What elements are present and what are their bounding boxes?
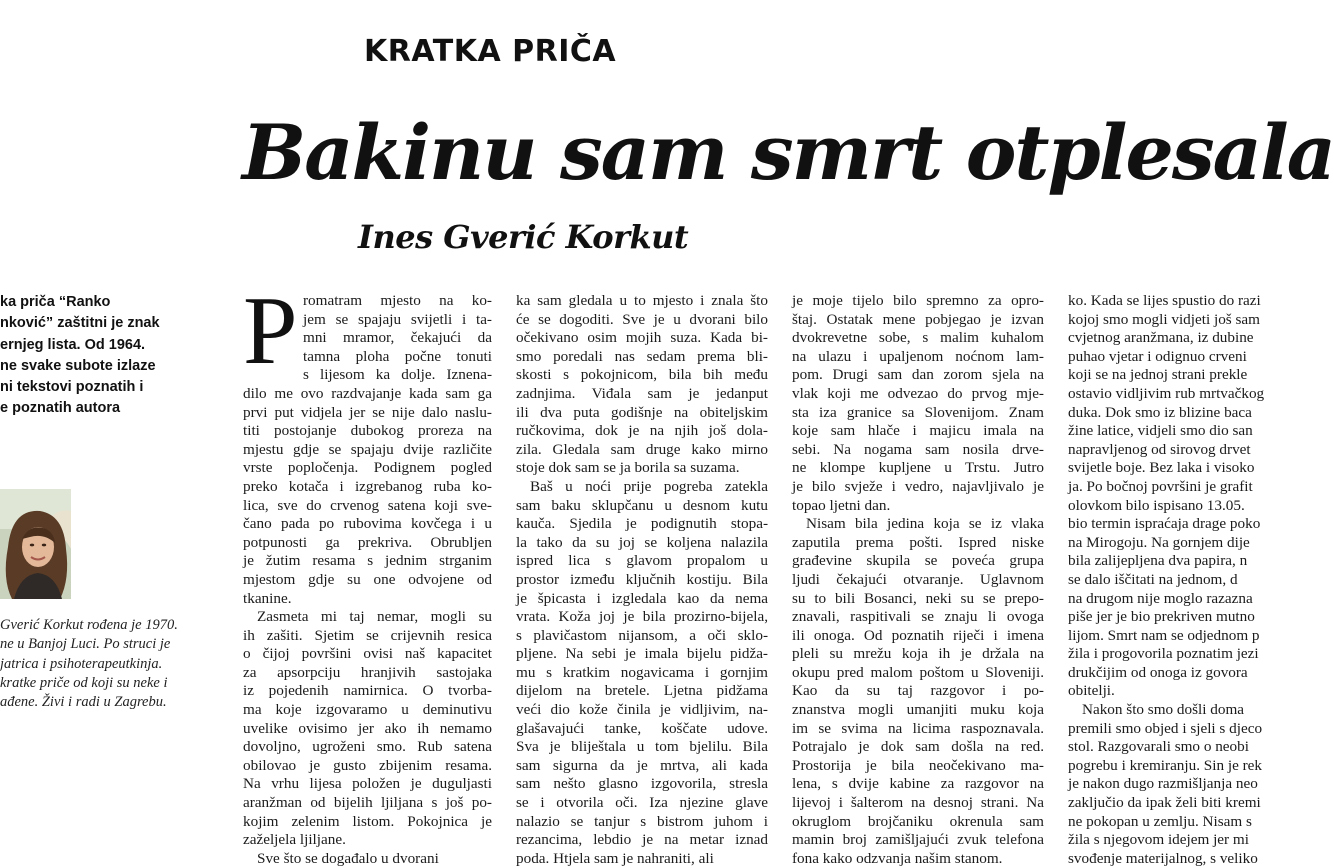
article-text-line: premili smo objed i sjeli s djeco [1068,719,1263,737]
article-text-line: kauča. Sjedila je podignutih stopa- [516,515,768,533]
section-label: KRATKA PRIČA [364,34,617,69]
article-text-line: Nisam bila jedina koja se iz vlaka [806,515,1044,533]
article-text-line: svođenje materijalnog, s veliko [1068,849,1258,867]
article-text-line: mni mramor, čekajući da [303,329,492,347]
article-text-line: će se dogoditi. Sve je u dvorani bilo [516,310,768,328]
sidebar-intro-line: ka priča “Ranko [0,294,111,310]
article-text-line: rezancima, lebdio je na metar iznad [516,831,768,849]
article-text-line: ili onoga. Od poznatih riječi i imena [792,626,1044,644]
article-text-line: dilo me ovo razdvajanje kada sam ga [243,384,492,402]
article-text-line: prvi put vidjela jer se nije dalo naslu- [243,403,492,421]
article-text-line: dvokrevetne sobe, s malim kuhalom [792,329,1044,347]
sidebar-bio-line: Gverić Korkut rođena je 1970. [0,617,178,633]
article-text-line: Potrajalo je dok sam došla na red. [792,738,1044,756]
sidebar-intro-line: nković” zaštitni je znak [0,315,160,332]
article-text-line: sta iza granice sa Slovenijom. Znam [792,403,1044,421]
article-text-line: znavali, raspitivali se znaju li ovoga [792,608,1044,626]
article-text-line: Zasmeta mi taj nemar, mogli su [257,608,492,626]
article-text-line: je špicasta i izgledala kao da nema [516,589,768,607]
article-text-line: su to bili Bosanci, neki su se prepo- [792,589,1044,607]
article-text-line: zaključio da ipak želi biti kremi [1068,794,1261,812]
article-text-line: lijom. Smrt nam se odjednom p [1068,626,1260,644]
article-text-line: ja. Po bočnoj površini je grafit [1068,477,1253,495]
author-portrait-icon [0,489,71,599]
article-text-line: je nakon dugo razmišljanja neo [1068,775,1258,793]
article-text-line: iz pojedenih namirnica. O tvorba- [243,682,492,700]
article-text-line: puhao vjetar i odignuo crveni [1068,347,1247,365]
article-text-line: dovoljno, ugroženi smo. Rub satena [243,738,492,756]
article-text-line: se dalo iščitati na jednom, d [1068,570,1238,588]
article-text-line: topao ljetni dan. [792,496,891,514]
article-text-line: ih zašiti. Sjetim se crijevnih resica [243,626,492,644]
article-text-line: ljudi čekajući otvaranje. Uglavnom [792,570,1044,588]
article-text-line: drukčijim od onoga iz govora [1068,663,1248,681]
article-column-1 [243,292,492,867]
article-text-line: štaj. Ostatak mene pobjegao je izvan [792,310,1044,328]
article-text-line: okruglom brojčaniku okrenula sam [792,812,1044,830]
article-text-line: ne klompe kupljene u Trstu. Jutro [792,459,1044,477]
article-text-line: im se svima na licima raspoznavala. [792,719,1044,737]
article-text-line: znanstva mogli umanjiti muku koja [792,701,1044,719]
article-text-line: žila s njegovom idejem jer mi [1068,831,1249,849]
article-text-line: mu s kratkim nogavicama i gornjim [516,663,768,681]
article-text-line: potpunosti ga prekriva. Obrubljen [243,533,492,551]
article-text-line: s lijesom ka dolje. Iznena- [303,366,492,384]
article-text-line: zaželjela ljiljane. [243,831,346,849]
article-text-line: mjestom gdje su one odvojene od [243,570,492,588]
article-text-line: mjestu gdje se spajaju dvije različite [243,440,492,458]
article-text-line: aranžman od bijelih ljiljana s još po- [243,794,492,812]
article-text-line: ispred lica s glavom propalom u [516,552,768,570]
article-text-line: koje sam hlače i majicu imala na [792,422,1044,440]
article-text-line: ka sam gledala u to mjesto i znala što [516,292,768,309]
article-text-line: s plavičastom nijansom, a oči sklo- [516,626,768,644]
article-text-line: sebi. Na nogama sam nosila drve- [792,440,1044,458]
article-text-line: lijevoj i šalterom na desnoj strani. Na [792,794,1044,812]
article-text-line: skosti s pokojnicom, bila bih među [516,366,768,384]
article-text-line: pljene. Na sebi je imala bijelu pidža- [516,645,768,663]
article-text-line: duka. Dok smo iz blizine baca [1068,403,1252,421]
article-text-line: je moje tijelo bilo spremno za opro- [792,292,1044,309]
article-text-line: ne pokopan u zemlju. Nisam s [1068,812,1252,830]
article-text-line: bio termin ispraćaja drage poko [1068,515,1261,533]
article-text-line: zaputila prema pošti. Ispred niske [792,533,1044,551]
article-column-4 [1068,292,1280,867]
article-text-line: okupu pred malom poštom u Sloveniji. [792,663,1044,681]
article-text-line: pom. Drugi sam dan zorom sjela na [792,366,1044,384]
article-text-line: ručkovima, dok je na njih još dola- [516,422,768,440]
sidebar-intro-line: ni tekstovi poznatih i [0,379,144,396]
article-text-line: pogrebu i kremiranju. Sin je rek [1068,756,1263,774]
article-column-3 [792,292,1044,867]
article-text-line: prostor između ključnih kostiju. Bila [516,570,768,588]
article-text-line: mamin broj zamišljajući zvuk telefona [792,831,1044,849]
article-text-line: građevine skupila se poveća grupa [792,552,1044,570]
article-text-line: Sva je bliještala u tom bjelilu. Bila [516,738,768,756]
article-text-line: titi postojanje dubokog proreza na [243,422,492,440]
article-text-line: očekivano osim mojih suza. Kada bi- [516,329,768,347]
article-text-line: kojim zelenim listom. Pokojnica je [243,812,492,830]
sidebar-bio-line: ađene. Živi i radi u Zagrebu. [0,694,167,711]
article-text-line: ostavio vidljivim rub mrtvačkog [1068,384,1265,402]
article-text-line: zadnjima. Viđala sam je jedanput [516,384,768,402]
article-text-line: olovkom bilo ispisano 13.05. [1068,496,1245,514]
article-text-line: na drugom nije moglo razazna [1068,589,1253,607]
article-text-line: kojoj smo mogli vidjeti još sam [1068,310,1260,328]
article-text-line: sam nešto glasno izgovorila, stresla [516,775,768,793]
article-text-line: na Mirogoju. Na gornjem dije [1068,533,1250,551]
article-text-line: nalazio se tanjur s bistrom juhom i [516,812,768,830]
article-text-line: Nakon što smo došli doma [1082,701,1244,719]
article-text-line: vrste popločenja. Podignem pogled [243,459,492,477]
sidebar-intro-line: e poznatih autora [0,400,121,417]
article-text-line: čano pada po rubovima kovčega i u [243,515,492,533]
article-text-line: je bilo svježe i vedro, najavljivalo je [792,477,1044,495]
article-text-line: stol. Razgovarali smo o neobi [1068,738,1249,756]
article-text-line: sam baku sklupčanu u desnom kutu [516,496,768,514]
article-text-line: piše jer je bio prekriven mutno [1068,608,1255,626]
article-text-line: svijetle boje. Bez laka i visoko [1068,459,1255,477]
sidebar-intro-line: ernjeg lista. Od 1964. [0,336,146,353]
article-text-line: sam sigurna da je mrtva, ali kada [516,756,768,774]
drop-cap: P [243,277,298,385]
article-text-line: dijelom na bretele. Ljetna pidžama [516,682,768,700]
article-text-line: ili dva puta godišnje na obiteljskim [516,403,768,421]
article-text-line: se i otvorila oči. Iza njezine glave [516,794,768,812]
article-text-line: jem se spajaju svijetli i ta- [303,310,492,328]
article-text-line: bila zalijepljena dva papira, n [1068,552,1248,570]
article-text-line: la tako da su joj se koljena nalazila [516,533,768,551]
article-text-line: na ulazu i upaljenom noćnom lam- [792,347,1044,365]
article-text-line: vrata. Koža joj je bila prozirno-bijela, [516,608,768,626]
article-text-line: o čijoj površini ovisi naš kapacitet [243,645,492,663]
article-text-line: glašavajući tanke, koščate udove. [516,719,768,737]
sidebar-bio-line: jatrica i psihoterapeutkinja. [0,655,163,672]
article-text-line: žine latice, vidjeli smo dio san [1068,422,1253,440]
article-text-line: za apsorpciju hranjivih sastojaka [243,663,492,681]
sidebar-bio-line: kratke priče od koji su neke i [0,674,168,691]
article-text-line: pleli su mrežu koja ih je držala na [792,645,1044,663]
article-text-line: stoje dok sam se ja borila sa suzama. [516,459,740,477]
article-text-line: ma koje izgovaramo u deminutivu [243,701,492,719]
article-text-line: uvelike ovisimo jer ako ih nemamo [243,719,492,737]
article-text-line: Kao da su taj razgovor i po- [792,682,1044,700]
article-text-line: tamna ploha počne tonuti [303,347,492,365]
article-author: Ines Gverić Korkut [358,218,689,256]
article-text-line: obitelji. [1068,682,1115,700]
sidebar-bio-line: ne u Banjoj Luci. Po struci je [0,636,171,653]
article-headline: Bakinu sam smrt otplesala [242,108,1334,197]
article-text-line: je žutim resama s jednim strganim [243,552,492,570]
article-text-line: veći dio kože činila je vidljivim, na- [516,701,768,719]
article-column-2 [516,292,768,867]
article-text-line: Baš u noći prije pogreba zatekla [530,477,768,495]
article-text-line: romatram mjesto na ko- [303,292,492,309]
article-text-line: lica, sve do crvenog satena koji svе- [243,496,492,514]
article-text-line: koji se na jednoj strani prekle [1068,366,1248,384]
article-text-line: fona kako odzvanja našim stanom. [792,849,1003,867]
article-text-line: cvjetnog aranžmana, iz dubine [1068,329,1254,347]
article-text-line: žila i progovorila poznatim jezi [1068,645,1259,663]
article-text-line: tkanine. [243,589,292,607]
sidebar-intro-line: ne svake subote izlaze [0,357,156,374]
article-text-line: vlak koji me odvezao do prvog mje- [792,384,1044,402]
sidebar-intro [0,292,190,420]
article-text-line: napravljenog od sirovog drvet [1068,440,1251,458]
sidebar-author-bio [0,616,198,712]
article-text-line: obilovao je gusto zbijenim resama. [243,756,492,774]
article-text-line: preko kotača i izgrebanog ruba ko- [243,477,492,495]
article-text-line: lena, s dvije kabine za razgovor na [792,775,1044,793]
article-text-line: ko. Kada se lijes spustio do razi [1068,292,1261,309]
article-text-line: Sve što se događalo u dvorani [257,849,439,867]
article-text-line: poda. Htjela sam je nahraniti, ali [516,849,714,867]
article-text-line: Prostorija je bila neočekivano ma- [792,756,1044,774]
article-text-line: zila. Gledala sam druge kako mirno [516,440,768,458]
article-text-line: Na vrhu lijesa položen je duguljasti [243,775,492,793]
article-text-line: smo poredali nas sedam prema bli- [516,347,768,365]
